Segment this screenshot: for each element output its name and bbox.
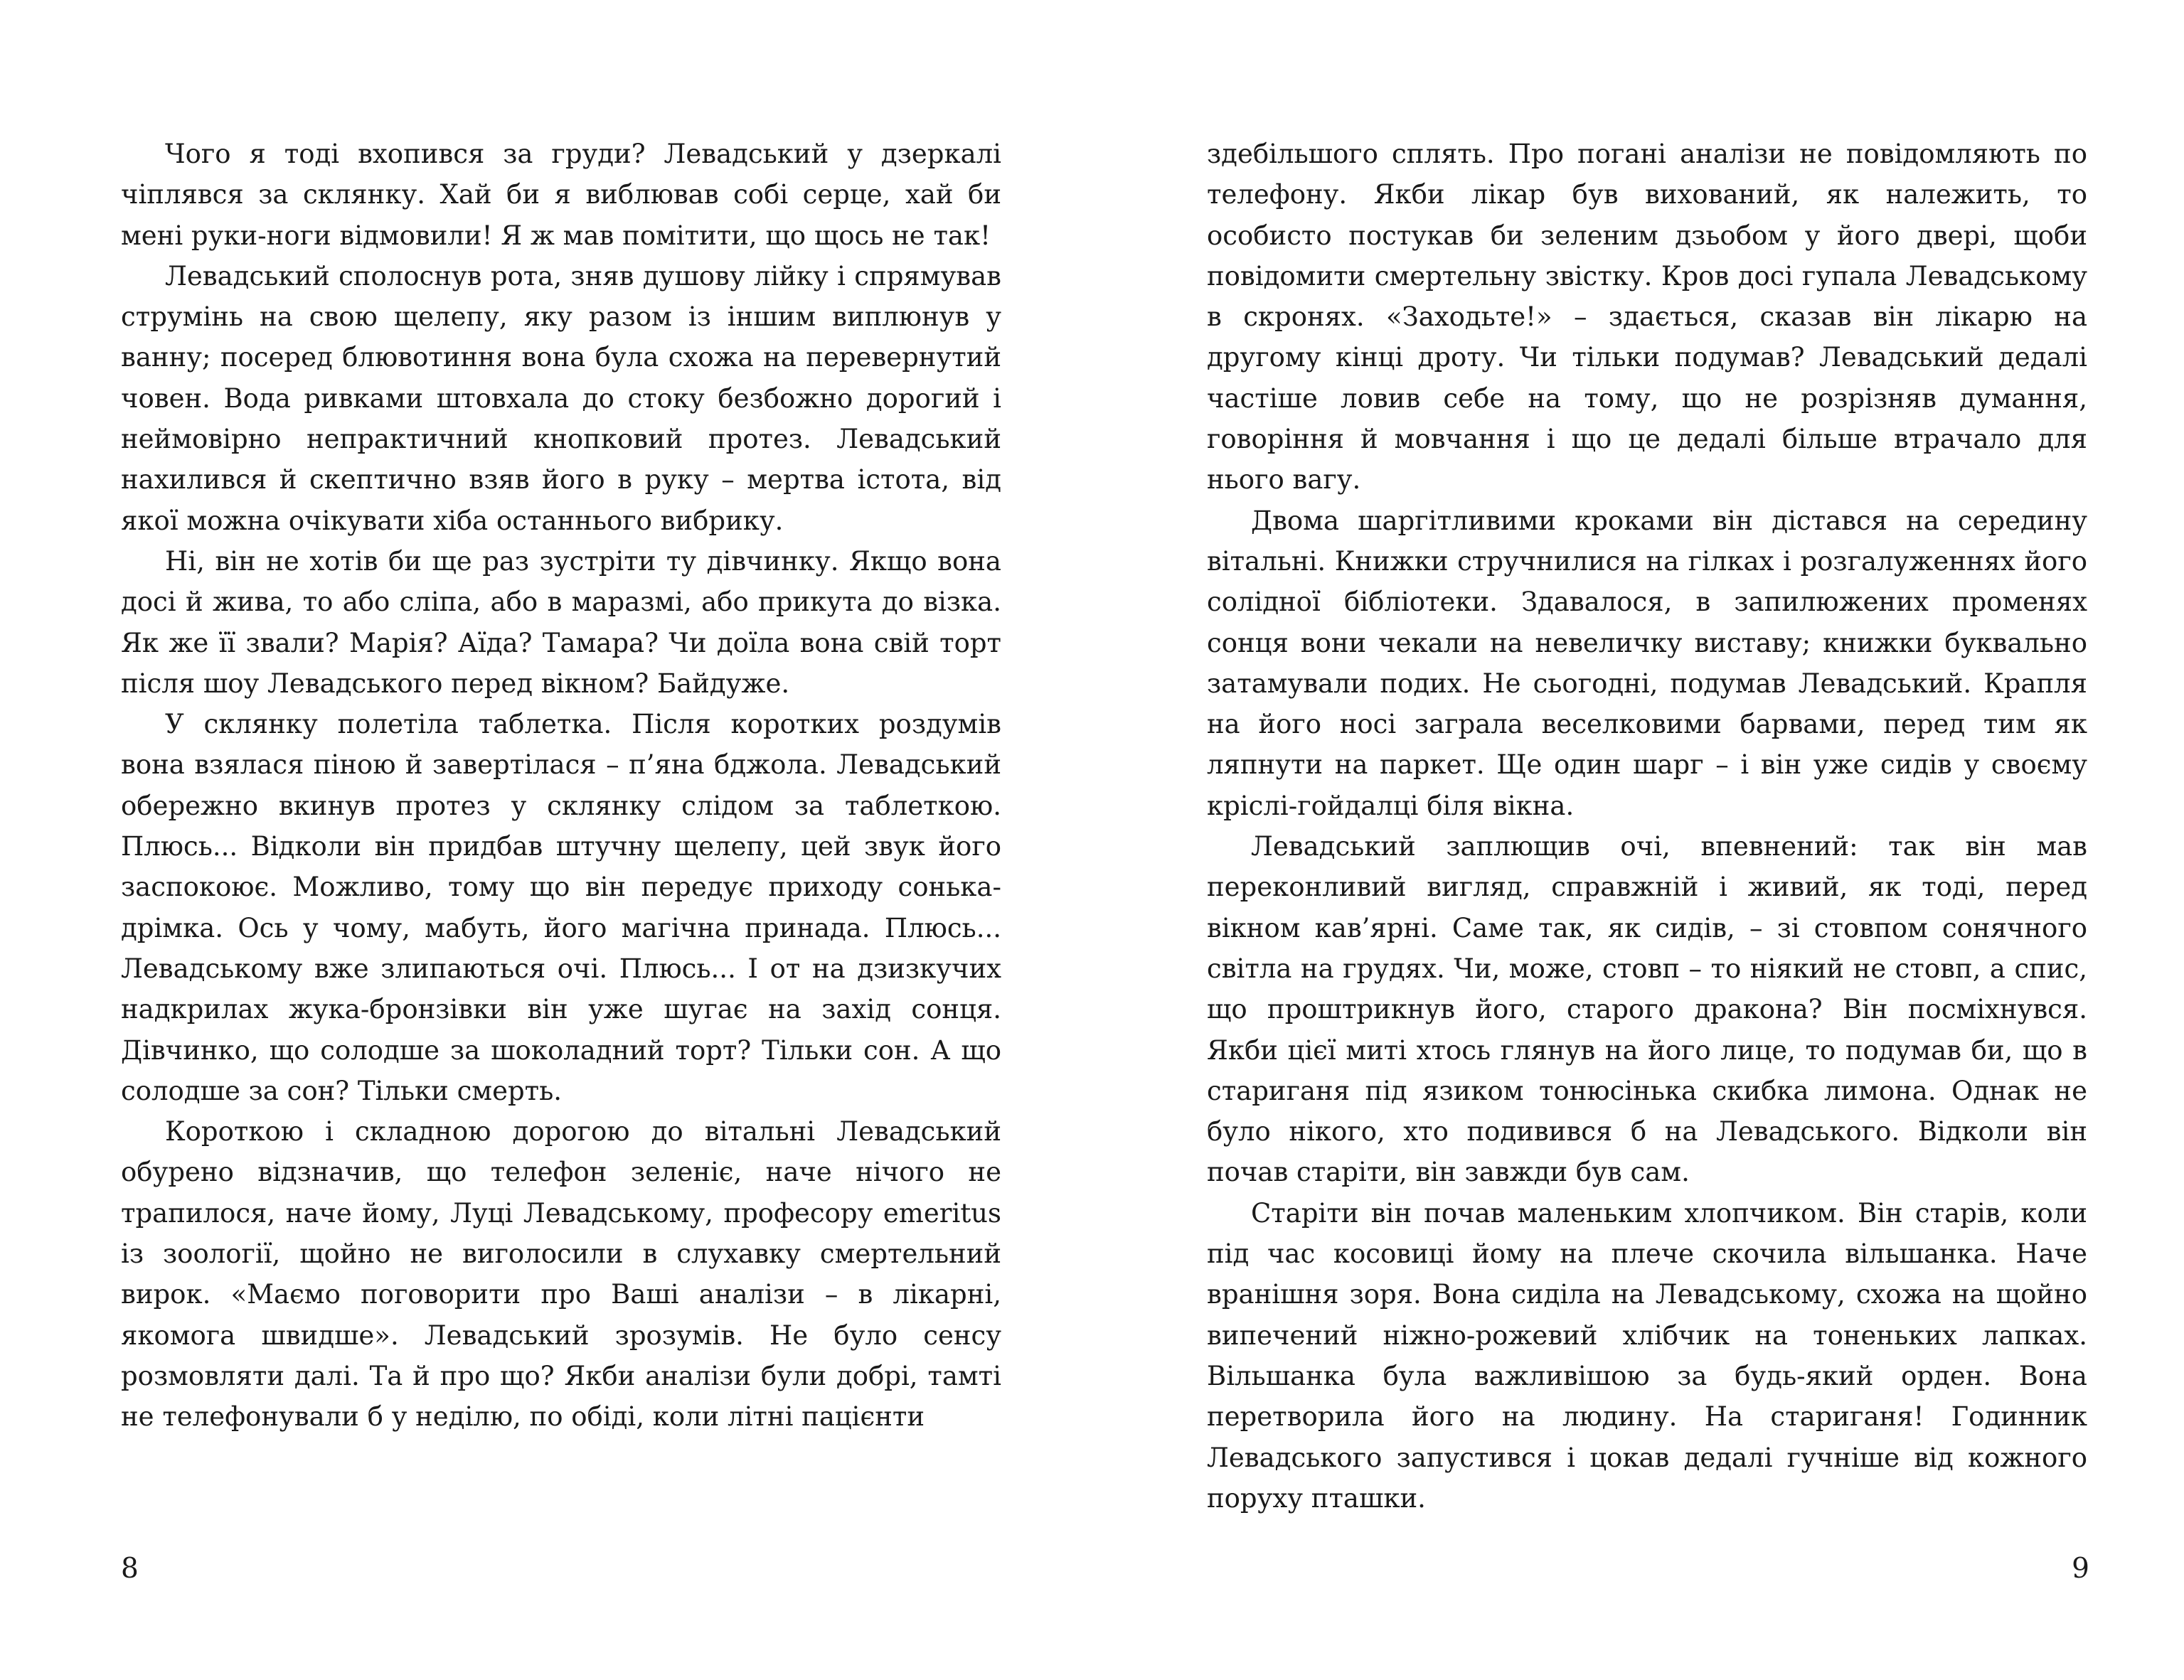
page-number-right: 9 [2072,1553,2089,1585]
paragraph: Левадський сполоснув рота, зняв душову лійку і спрямував струмінь на свою щелепу, яку разом із іншим виплюнув у ванну; посеред блювотиння вона була схожа на перевернутий човен. Вода ривками штовхала до стоку безбожно дорогий і неймовірно непрактичний кнопковий протез. Левадський нахилився й скептично взяв його в руку – мертва істота, від якої можна очікувати хіба останнього вибрику. [121,260,1001,536]
paragraph: Ні, він не хотів би ще раз зустріти ту дівчинку. Якщо вона досі й жива, то або сліпа, або в маразмі, або прикута до візка. Як же її звали? Марія? Аїда? Тамара? Чи доїла вона свій торт після шоу Левадського перед вікном? Байдуже. [121,545,1001,699]
paragraph: У склянку полетіла таблетка. Після коротких роздумів вона взялася піною й завертілася – п’яна бджола. Левадський обережно вкинув протез у склянку слідом за таблеткою. Плюсь... Відколи він придбав штучну щелепу, цей звук його заспокоює. Можливо, тому що він передує приходу сонька-дрімка. Ось у чому, мабуть, його магічна принада. Плюсь... Левадському вже злипаються очі. Плюсь... І от на дзизкучих надкрилах жука-бронзівки він уже шугає на захід сонця. Дівчинко, що солодше за шоколадний торт? Тільки сон. А що солодше за сон? Тільки смерть. [121,709,1001,1106]
right-page [1207,134,2087,1519]
paragraph: Левадський заплющив очі, впевнений: так він мав переконливий вигляд, справжній і живий, як тоді, перед вікном кав’ярні. Саме так, як сидів, – зі стовпом сонячного світла на грудях. Чи, може, стовп – то ніякий не стовп, а спис, що проштрикнув його, старого дракона? Він посміхнувся. Якби цієї миті хтось глянув на його лице, то подумав би, що в стариганя під язиком тонюсінька скибка лимона. Однак не було нікого, хто подивився б на Левадського. Відколи він почав старіти, він завжди був сам. [1207,831,2087,1188]
paragraph: Короткою і складною дорогою до вітальні Левадський обурено відзначив, що телефон зеленіє, наче нічого не трапилося, наче йому, Луці Левадському, професору emeritus із зоології, щойно не виголосили в слухавку смертельний вирок. «Маємо поговорити про Ваші аналізи – в лікарні, якомога швидше». Левадський зрозумів. Не було сенсу розмовляти далі. Та й про що? Якби аналізи були добрі, тамті не телефонували б у неділю, по обіді, коли літні пацієнти [121,1116,1001,1433]
left-page [121,134,1001,1438]
paragraph: Чого я тоді вхопився за груди? Левадський у дзеркалі чіплявся за склянку. Хай би я виблював собі серце, хай би мені руки-ноги відмовили! Я ж мав помітити, що щось не так! [121,139,1001,251]
paragraph-continued: здебільшого сплять. Про погані аналізи не повідомляють по телефону. Якби лікар був вихований, як належить, то особисто постукав би зеленим дзьобом у його двері, щоби повідомити смертельну звістку. Кров досі гупала Левадському в скронях. «Заходьте!» – здається, сказав він лікарю на другому кінці дроту. Чи тільки подумав? Левадський дедалі частіше ловив себе на тому, що не розрізняв думання, говоріння й мовчання і що це дедалі більше втрачало для нього вагу. [1207,139,2087,496]
page-number-left: 8 [121,1553,139,1585]
paragraph: Двома шаргітливими кроками він дістався на середину вітальні. Книжки стручнилися на гілках і розгалуженнях його солідної бібліотеки. Здавалося, в запилюжених променях сонця вони чекали на невеличку виставу; книжки буквально затамували подих. Не сьогодні, подумав Левадський. Крапля на його носі заграла веселковими барвами, перед тим як ляпнути на паркет. Ще один шарг – і він уже сидів у своєму кріслі-гойдалці біля вікна. [1207,505,2087,821]
paragraph: Старіти він почав маленьким хлопчиком. Він старів, коли під час косовиці йому на плече скочила вільшанка. Наче вранішня зоря. Вона сиділа на Левадському, схожа на щойно випечений ніжно-рожевий хлібчик на тоненьких лапках. Вільшанка була важливішою за будь-який орден. Вона перетворила його на людину. На стариганя! Годинник Левадського запустився і цокав дедалі гучніше від кожного поруху пташки. [1207,1197,2087,1514]
